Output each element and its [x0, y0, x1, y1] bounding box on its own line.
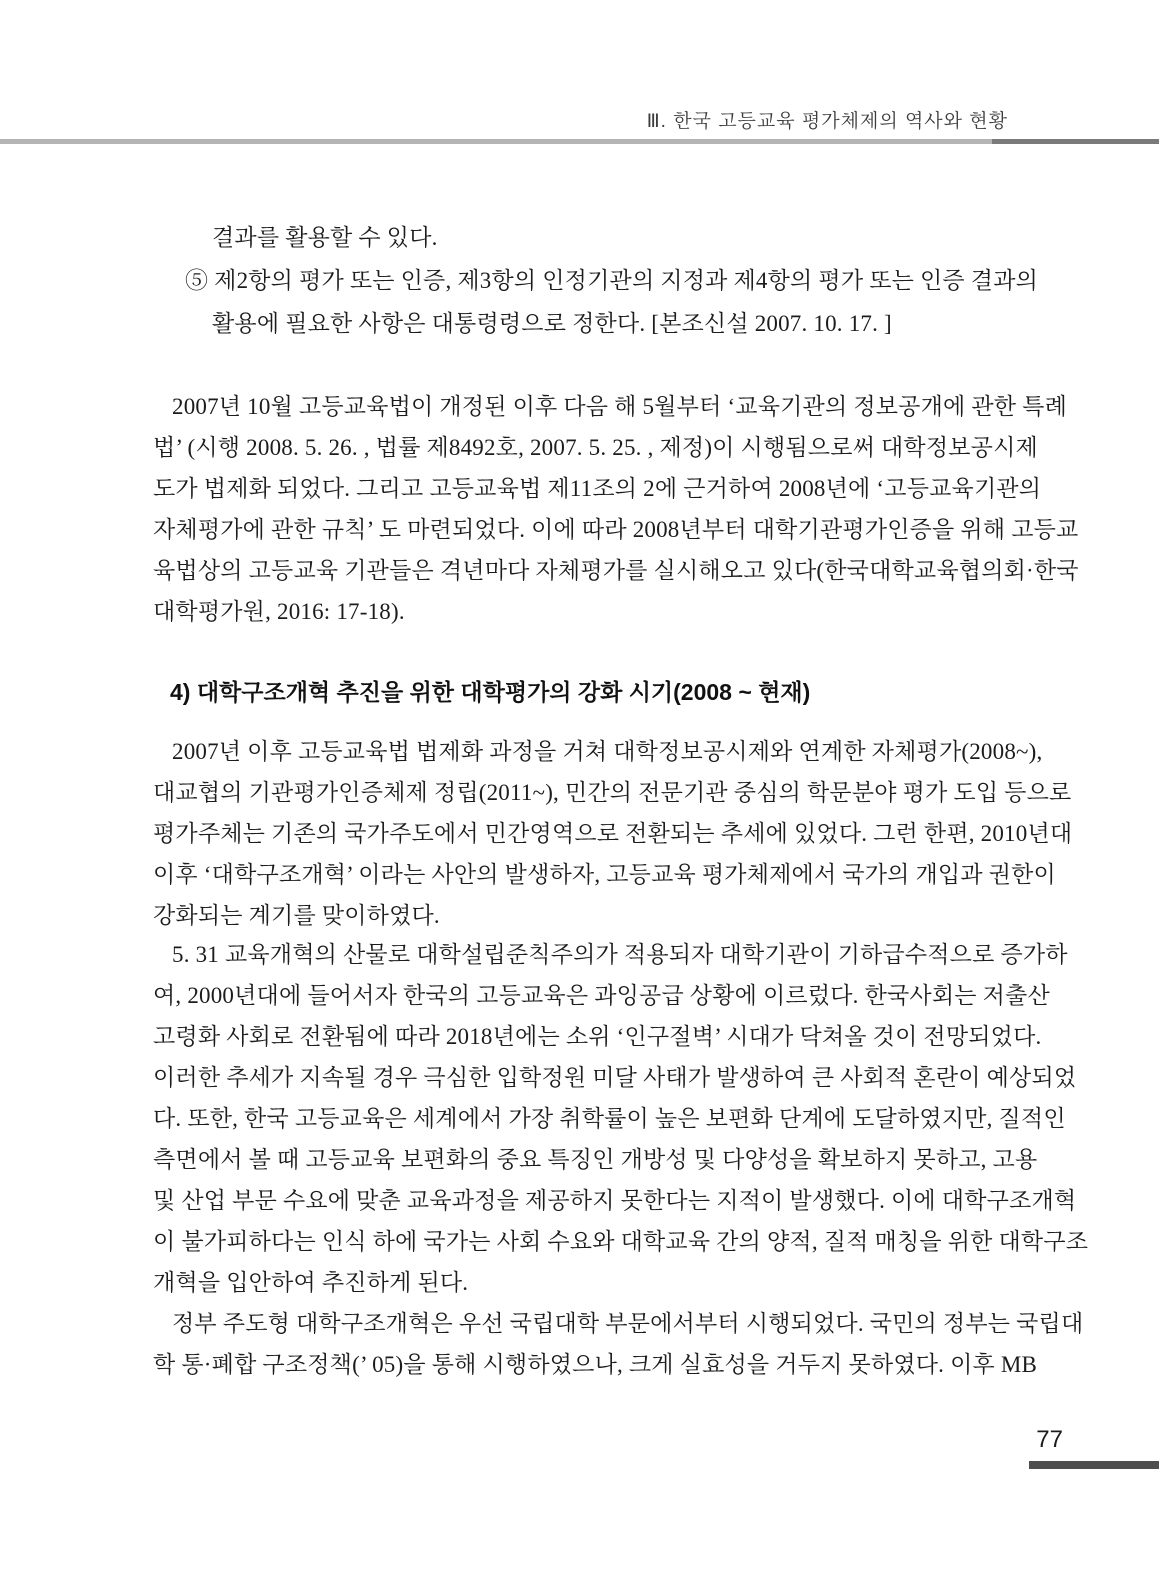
text-line: 평가주체는 기존의 국가주도에서 민간영역으로 전환되는 추세에 있었다. 그런 한편, 2010년대: [153, 821, 1073, 846]
text-line: 강화되는 계기를 맞이하였다.: [153, 903, 440, 928]
text-line: 개혁을 입안하여 추진하게 된다.: [153, 1270, 469, 1295]
text-line: 2007년 이후 고등교육법 법제화 과정을 거쳐 대학정보공시제와 연계한 자체평가(2008~),: [172, 739, 1043, 764]
text-line: 정부 주도형 대학구조개혁은 우선 국립대학 부문에서부터 시행되었다. 국민의 정부는 국립대: [172, 1311, 1084, 1336]
text-line: 활용에 필요한 사항은 대통령령으로 정한다. [본조신설 2007. 10. 17. ]: [212, 311, 892, 336]
header-rule-light-segment: [0, 139, 992, 144]
header-rule-dark-segment: [992, 139, 1159, 144]
paragraph-3: [153, 934, 1089, 1303]
text-line: 자체평가에 관한 규칙’ 도 마련되었다. 이에 따라 2008년부터 대학기관평가인증을 위해 고등교: [153, 517, 1079, 542]
text-line: 측면에서 볼 때 고등교육 보편화의 중요 특징인 개방성 및 다양성을 확보하지 못하고, 고용: [153, 1147, 1038, 1172]
text-line: 이후 ‘대학구조개혁’ 이라는 사안의 발생하자, 고등교육 평가체제에서 국가의 개입과 권한이: [153, 862, 1056, 887]
text-line: 이러한 추세가 지속될 경우 극심한 입학정원 미달 사태가 발생하여 큰 사회적 혼란이 예상되었: [153, 1065, 1077, 1090]
text-line: 다. 또한, 한국 고등교육은 세계에서 가장 취학률이 높은 보편화 단계에 도달하였지만, 질적인: [153, 1106, 1066, 1131]
page-number: 77: [1036, 1426, 1063, 1453]
paragraph-2: [153, 731, 1073, 936]
text-line: 대교협의 기관평가인증체제 정립(2011~), 민간의 전문기관 중심의 학문분야 평가 도입 등으로: [153, 780, 1072, 805]
text-line: 여, 2000년대에 들어서자 한국의 고등교육은 과잉공급 상황에 이르렀다. 한국사회는 저출산: [153, 983, 1050, 1008]
running-header-title: Ⅲ. 한국 고등교육 평가체제의 역사와 현황: [646, 111, 1008, 132]
text-line: 도가 법제화 되었다. 그리고 고등교육법 제11조의 2에 근거하여 2008년에 ‘고등교육기관의: [153, 476, 1042, 501]
paragraph-1: [153, 386, 1079, 632]
text-line: 육법상의 고등교육 기관들은 격년마다 자체평가를 실시해오고 있다(한국대학교육협의회·한국: [153, 558, 1079, 583]
text-line: 대학평가원, 2016: 17-18).: [153, 599, 405, 624]
header-rule: [0, 139, 1159, 144]
text-line: 고령화 사회로 전환됨에 따라 2018년에는 소위 ‘인구절벽’ 시대가 닥쳐올 것이 전망되었다.: [153, 1024, 1042, 1049]
section-heading: 4) 대학구조개혁 추진을 위한 대학평가의 강화 시기(2008 ~ 현재): [170, 679, 811, 705]
text-line: ⑤ 제2항의 평가 또는 인증, 제3항의 인정기관의 지정과 제4항의 평가 또는 인증 결과의: [185, 268, 1039, 293]
text-line: 법’ (시행 2008. 5. 26. , 법률 제8492호, 2007. 5. 25. , 제정)이 시행됨으로써 대학정보공시제: [153, 435, 1038, 460]
text-line: 5. 31 교육개혁의 산물로 대학설립준칙주의가 적용되자 대학기관이 기하급수적으로 증가하: [172, 942, 1068, 967]
text-line: 이 불가피하다는 인식 하에 국가는 사회 수요와 대학교육 간의 양적, 질적 매칭을 위한 대학구조: [153, 1229, 1089, 1254]
text-line: 2007년 10월 고등교육법이 개정된 이후 다음 해 5월부터 ‘교육기관의 정보공개에 관한 특례: [172, 394, 1068, 419]
text-line: 결과를 활용할 수 있다.: [212, 225, 438, 250]
text-line: 및 산업 부문 수요에 맞춘 교육과정을 제공하지 못한다는 지적이 발생했다. 이에 대학구조개혁: [153, 1188, 1077, 1213]
paragraph-4: [153, 1303, 1084, 1385]
text-line: 학 통·폐합 구조정책(’ 05)을 통해 시행하였으나, 크게 실효성을 거두지 못하였다. 이후 MB: [153, 1352, 1038, 1377]
footer-bar: [1029, 1461, 1159, 1469]
law-clause-list-block: [153, 216, 1039, 345]
